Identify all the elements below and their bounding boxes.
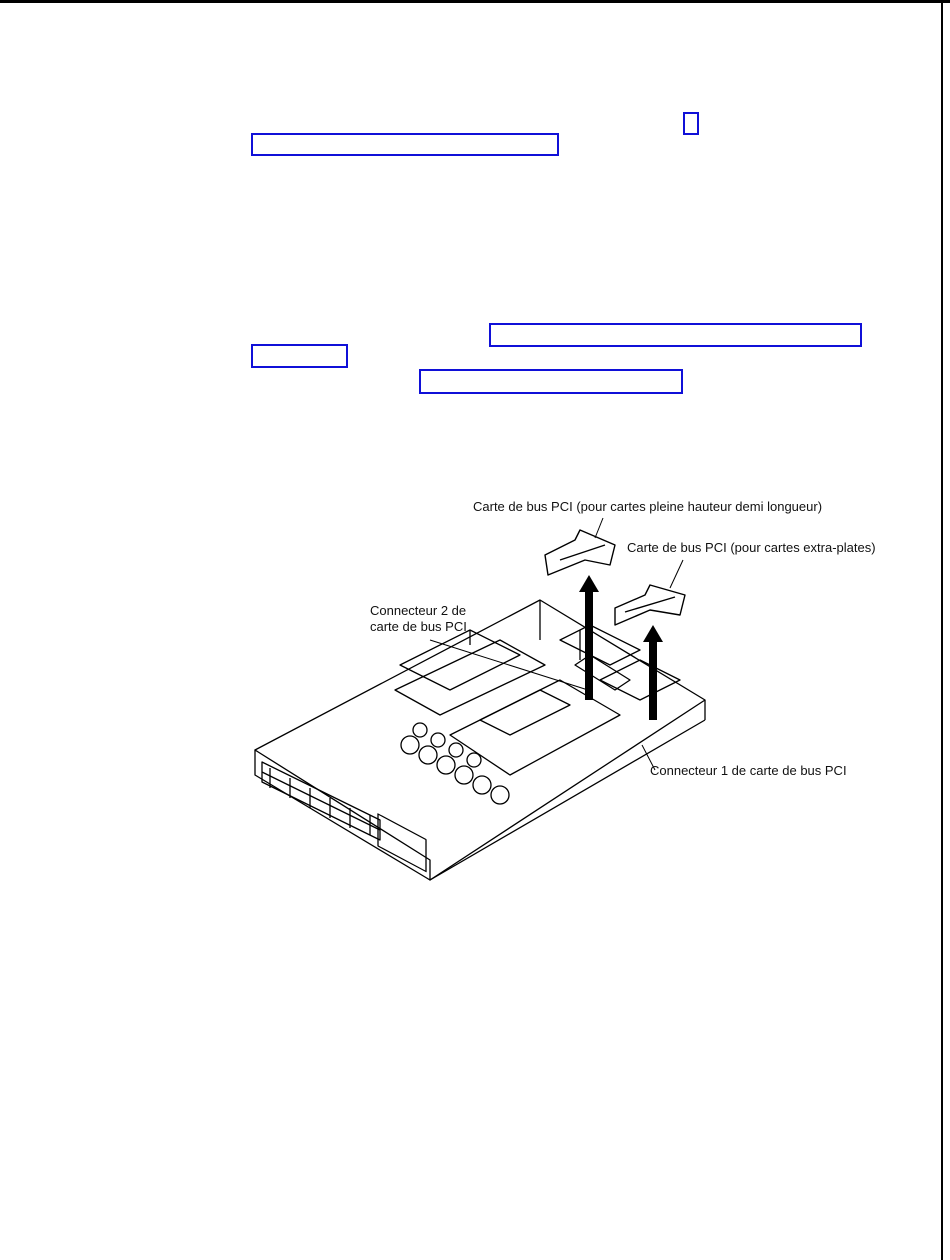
riser-full-height (545, 530, 615, 575)
callout-connector-2-line-2: carte de bus PCI (370, 619, 467, 634)
chassis-side (255, 750, 430, 880)
power-supply (395, 640, 545, 715)
callout-connector-2-line-1: Connecteur 2 de (370, 603, 467, 618)
air-baffle (450, 680, 620, 775)
callout-riser-low-profile: Carte de bus PCI (pour cartes extra-plates) (627, 540, 876, 555)
callout-riser-full-height: Carte de bus PCI (pour cartes pleine hauteur demi longueur) (473, 499, 823, 514)
chassis-outline (255, 600, 705, 880)
removal-arrows (579, 575, 663, 720)
callout-connector-1: Connecteur 1 de carte de bus PCI (650, 763, 847, 778)
